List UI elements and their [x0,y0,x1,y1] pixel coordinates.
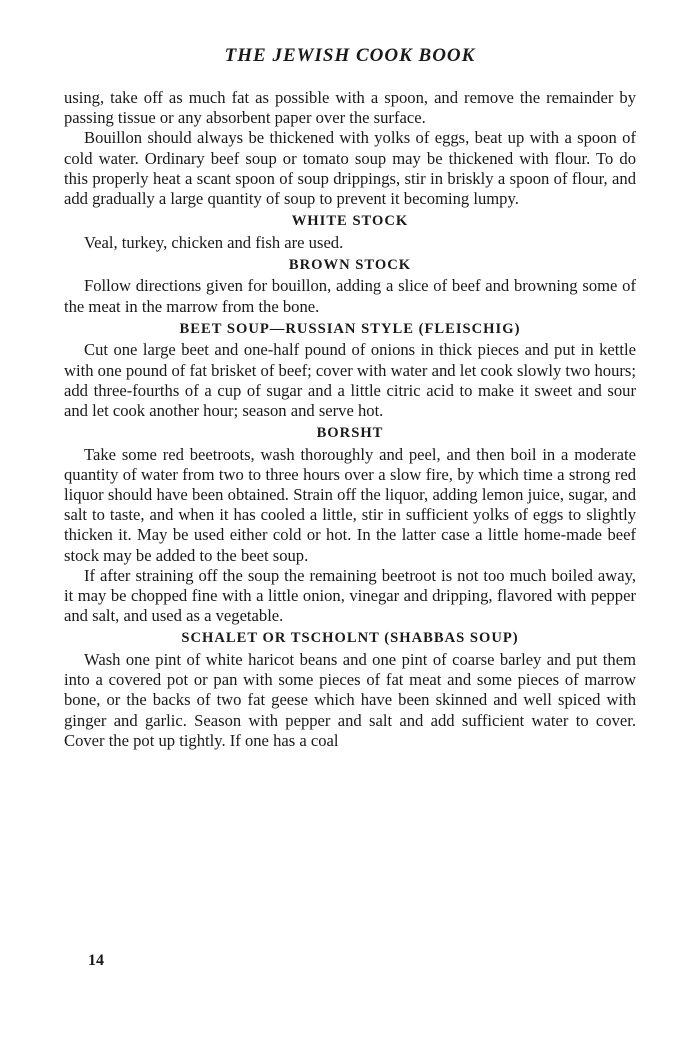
heading-borsht: BORSHT [316,425,384,442]
paragraph-bouillon-thickening: Bouillon should always be thickened with yolks of eggs, beat up with a spoon of cold water. Ordinary beef soup or tomato soup may be thickened with flour. To do this properly heat a scant spoon of soup drippings, stir in briskly a spoon of flour, and add gradually a large quantity of soup to prevent it becoming lumpy. [64,128,636,209]
paragraph-borsht-leftover: If after straining off the soup the remaining beetroot is not too much boiled away, it may be chopped fine with a little onion, vinegar and dripping, flavored with pepper and salt, and used as a vegetable. [64,565,636,626]
heading-beet-soup: BEET SOUP—RUSSIAN STYLE (FLEISCHIG) [179,320,521,337]
page-number: 14 [88,952,104,969]
book-page [64,44,636,751]
paragraph-continued: using, take off as much fat as possible with a spoon, and remove the remainder by passing tissue or any absorbent paper over the surface. [64,88,636,128]
heading-schalet: SCHALET OR TSCHOLNT (SHABBAS SOUP) [181,630,519,647]
heading-brown-stock: BROWN STOCK [288,256,412,273]
paragraph-borsht: Take some red beetroots, wash thoroughly and peel, and then boil in a moderate quantity of water from two to three hours over a slow fire, by which time a strong red liquor should have been obtained. Strain off the liquor, adding lemon juice, sugar, and salt to taste, and when it has cooled a little, stir in sufficient yolks of eggs to slightly thicken it. May be used either cold or hot. In the latter case a little home-made beef stock may be added to the beet soup. [64,444,636,565]
running-head: THE JEWISH COOK BOOK [224,45,476,66]
paragraph-brown-stock: Follow directions given for bouillon, adding a slice of beef and browning some of the meat in the marrow from the bone. [64,276,636,316]
paragraph-white-stock: Veal, turkey, chicken and fish are used. [84,232,344,252]
heading-white-stock: WHITE STOCK [291,213,409,230]
paragraph-schalet: Wash one pint of white haricot beans and one pint of coarse barley and put them into a covered pot or pan with some pieces of fat meat and some pieces of marrow bone, or the backs of two fat geese which have been skinned and well spiced with ginger and garlic. Season with pepper and salt and add sufficient water to cover. Cover the pot up tightly. If one has a coal [64,649,636,750]
paragraph-beet-soup: Cut one large beet and one-half pound of onions in thick pieces and put in kettle with one pound of fat brisket of beef; cover with water and let cook slowly two hours; add three-fourths of a cup of sugar and a little citric acid to make it sweet and sour and let cook another hour; season and serve hot. [64,340,636,420]
